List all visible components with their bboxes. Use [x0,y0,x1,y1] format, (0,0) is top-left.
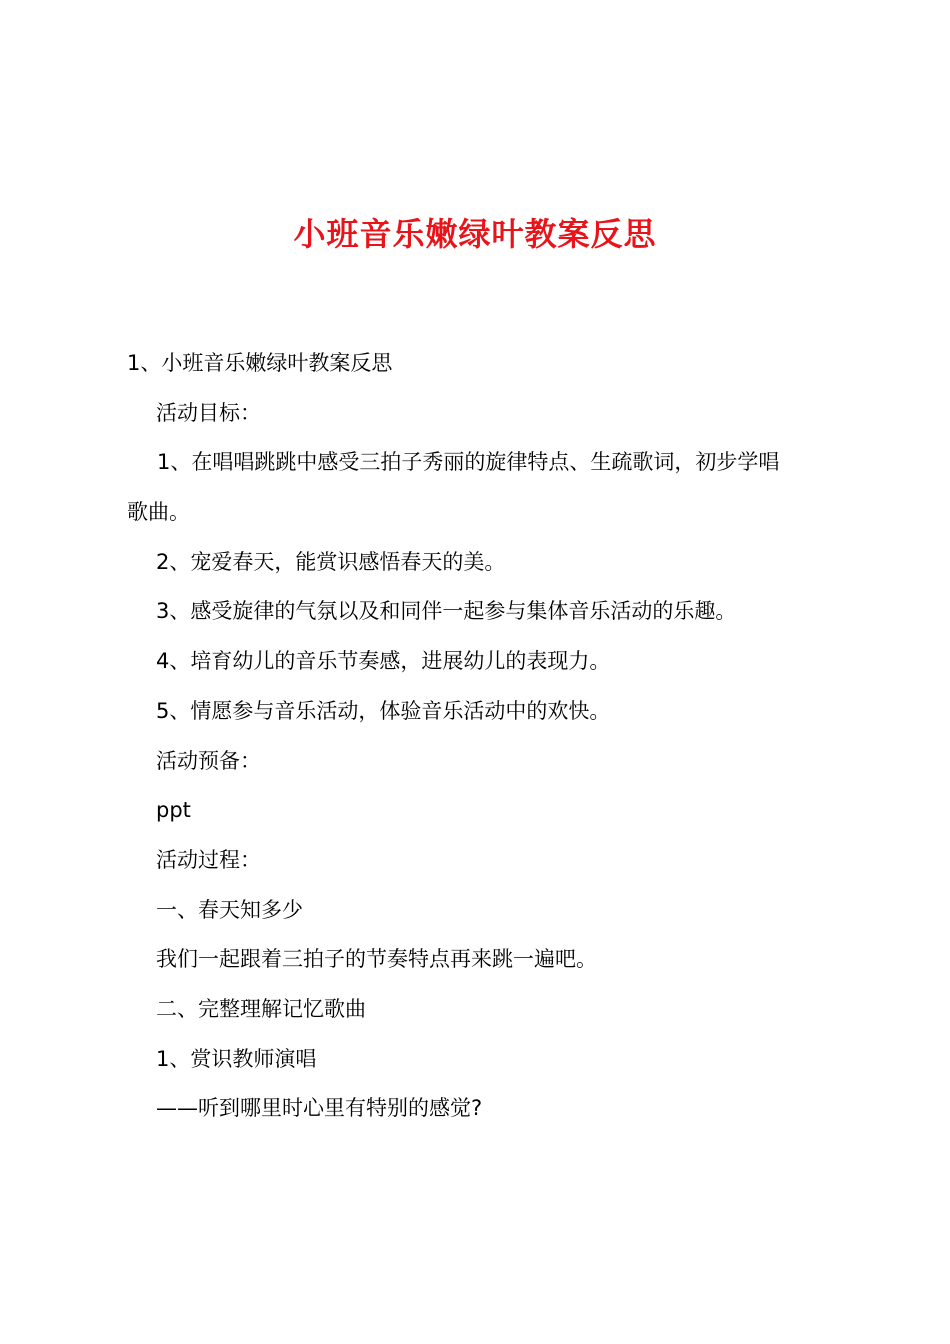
paragraph-line: 1、赏识教师演唱 [156,1046,317,1071]
paragraph-line: 一、春天知多少 [156,897,303,922]
paragraph-line: 二、完整理解记忆歌曲 [156,996,366,1021]
section-heading: 1、小班音乐嫩绿叶教案反思 [127,351,393,375]
paragraph-line: 活动预备： [156,748,261,773]
paragraph-line: ——听到哪里时心里有特别的感觉? [156,1096,483,1121]
paragraph-line: 5、情愿参与音乐活动，体验音乐活动中的欢快。 [156,698,611,723]
paragraph-line: 活动目标： [156,400,261,425]
paragraph-line: 3、感受旋律的气氛以及和同伴一起参与集体音乐活动的乐趣。 [156,599,737,624]
document-body [0,339,950,1134]
paragraph-line: 2、宠爱春天，能赏识感悟春天的美。 [156,549,506,574]
paragraph-line: ppt [156,798,191,823]
document-title: 小班音乐嫩绿叶教案反思 [293,215,657,253]
paragraph-line: 4、培育幼儿的音乐节奏感，进展幼儿的表现力。 [156,649,611,674]
paragraph-line: 我们一起跟着三拍子的节奏特点再来跳一遍吧。 [156,947,597,972]
paragraph-line: 1、在唱唱跳跳中感受三拍子秀丽的旋律特点、生疏歌词，初步学唱 [157,450,780,475]
paragraph-line: 活动过程： [156,847,261,872]
paragraph-line: 歌曲。 [127,500,190,525]
